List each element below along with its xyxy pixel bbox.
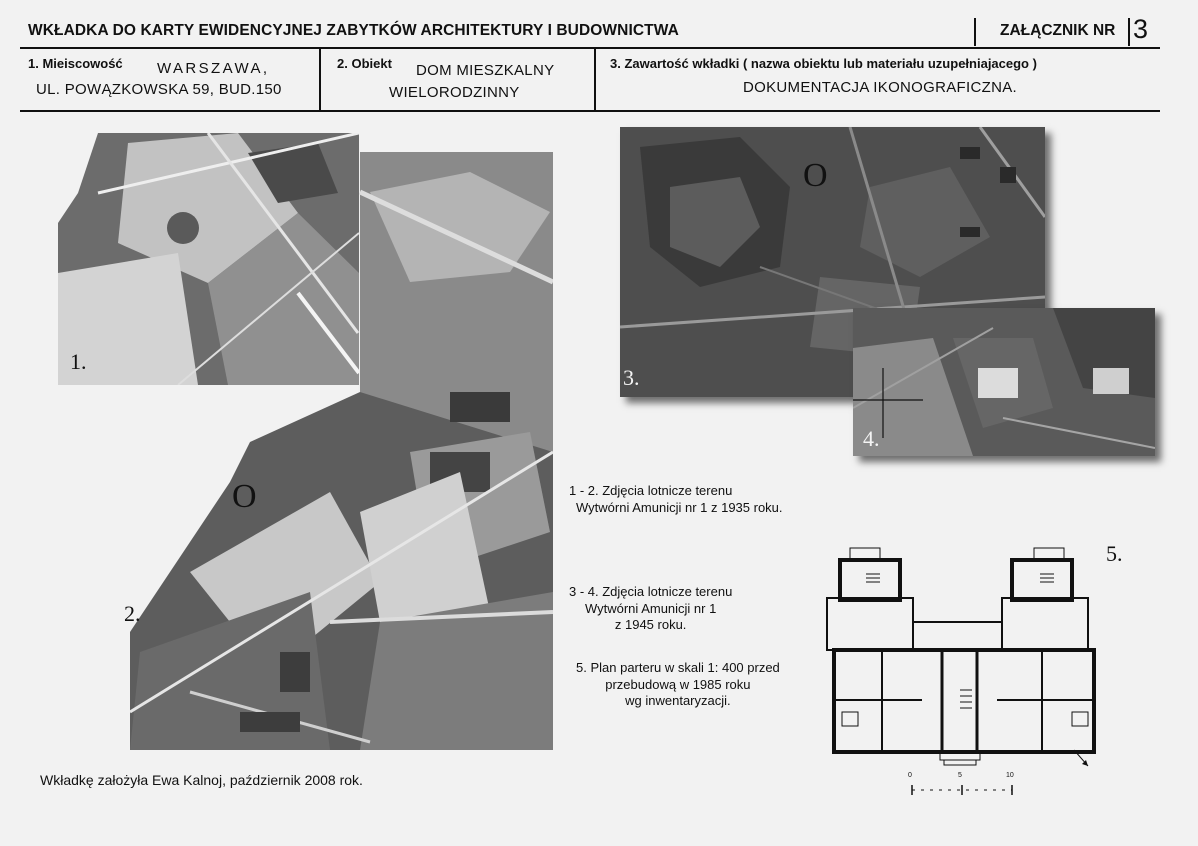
photo-3-label: 3. [623,365,640,390]
caption-3-4-line-1: 3 - 4. Zdjęcia lotnicze terenu [569,584,733,599]
caption-photos-3-4 [569,584,732,634]
locality-address: UL. POWĄZKOWSKA 59, BUD.150 [36,81,282,98]
caption-3-4-line-2: Wytwórni Amunicji nr 1 [584,600,717,616]
annex-number: 3 [1133,14,1149,44]
caption-5-line-2: przebudową w 1985 roku [605,676,751,692]
locality-city: WARSZAWA, [157,60,270,77]
caption-5-line-1: 5. Plan parteru w skali 1: 400 przed [576,660,780,675]
scale-tick-10: 10 [1006,772,1014,779]
marker-o-photo-2: O [232,478,257,515]
caption-1-2-line-2: Wytwórni Amunicji nr 1 z 1935 roku. [576,499,783,515]
caption-1-2-line-1: 1 - 2. Zdjęcia lotnicze terenu [569,483,733,498]
document-title: WKŁADKA DO KARTY EWIDENCYJNEJ ZABYTKÓW ARCHITEKTURY I BUDOWNICTWA [28,22,679,39]
floor-plan [822,540,1107,802]
caption-3-4-line-3: z 1945 roku. [614,617,687,632]
header-rule-bottom [20,110,1160,112]
aerial-photo-4-image [853,308,1155,456]
object-line-2: WIELORODZINNY [389,84,520,101]
aerial-photo-4 [853,308,1155,456]
content-label: 3. Zawartość wkładki ( nazwa obiektu lub materiału uzupełniajacego ) [610,56,1037,71]
object-line-1: DOM MIESZKALNY [416,62,555,79]
object-label: 2. Obiekt [337,56,392,71]
marker-o-photo-3: O [803,157,828,194]
aerial-photo-1-image [58,133,359,385]
field-divider-2 [594,49,596,111]
scale-tick-0: 0 [908,772,912,779]
locality-label: 1. Mieiscowość [28,56,123,71]
plan-label: 5. [1106,541,1123,566]
photo-4-label: 4. [863,426,880,451]
photo-1-label: 1. [70,349,87,374]
caption-5-line-3: wg inwentaryzacji. [625,693,731,708]
header-divider [974,18,976,46]
content-value: DOKUMENTACJA IKONOGRAFICZNA. [743,79,1017,96]
aerial-photo-1 [58,133,359,385]
header-rule-top [20,47,1160,49]
caption-photos-1-2 [569,483,783,516]
annex-label: ZAŁĄCZNIK NR [1000,22,1116,39]
scale-tick-5: 5 [958,772,962,779]
caption-plan-5 [576,660,780,710]
field-divider-1 [319,49,321,111]
photo-2-label: 2. [124,601,141,626]
author-note: Wkładkę założyła Ewa Kalnoj, październik 2008 rok. [40,772,363,788]
annex-divider [1128,18,1130,46]
